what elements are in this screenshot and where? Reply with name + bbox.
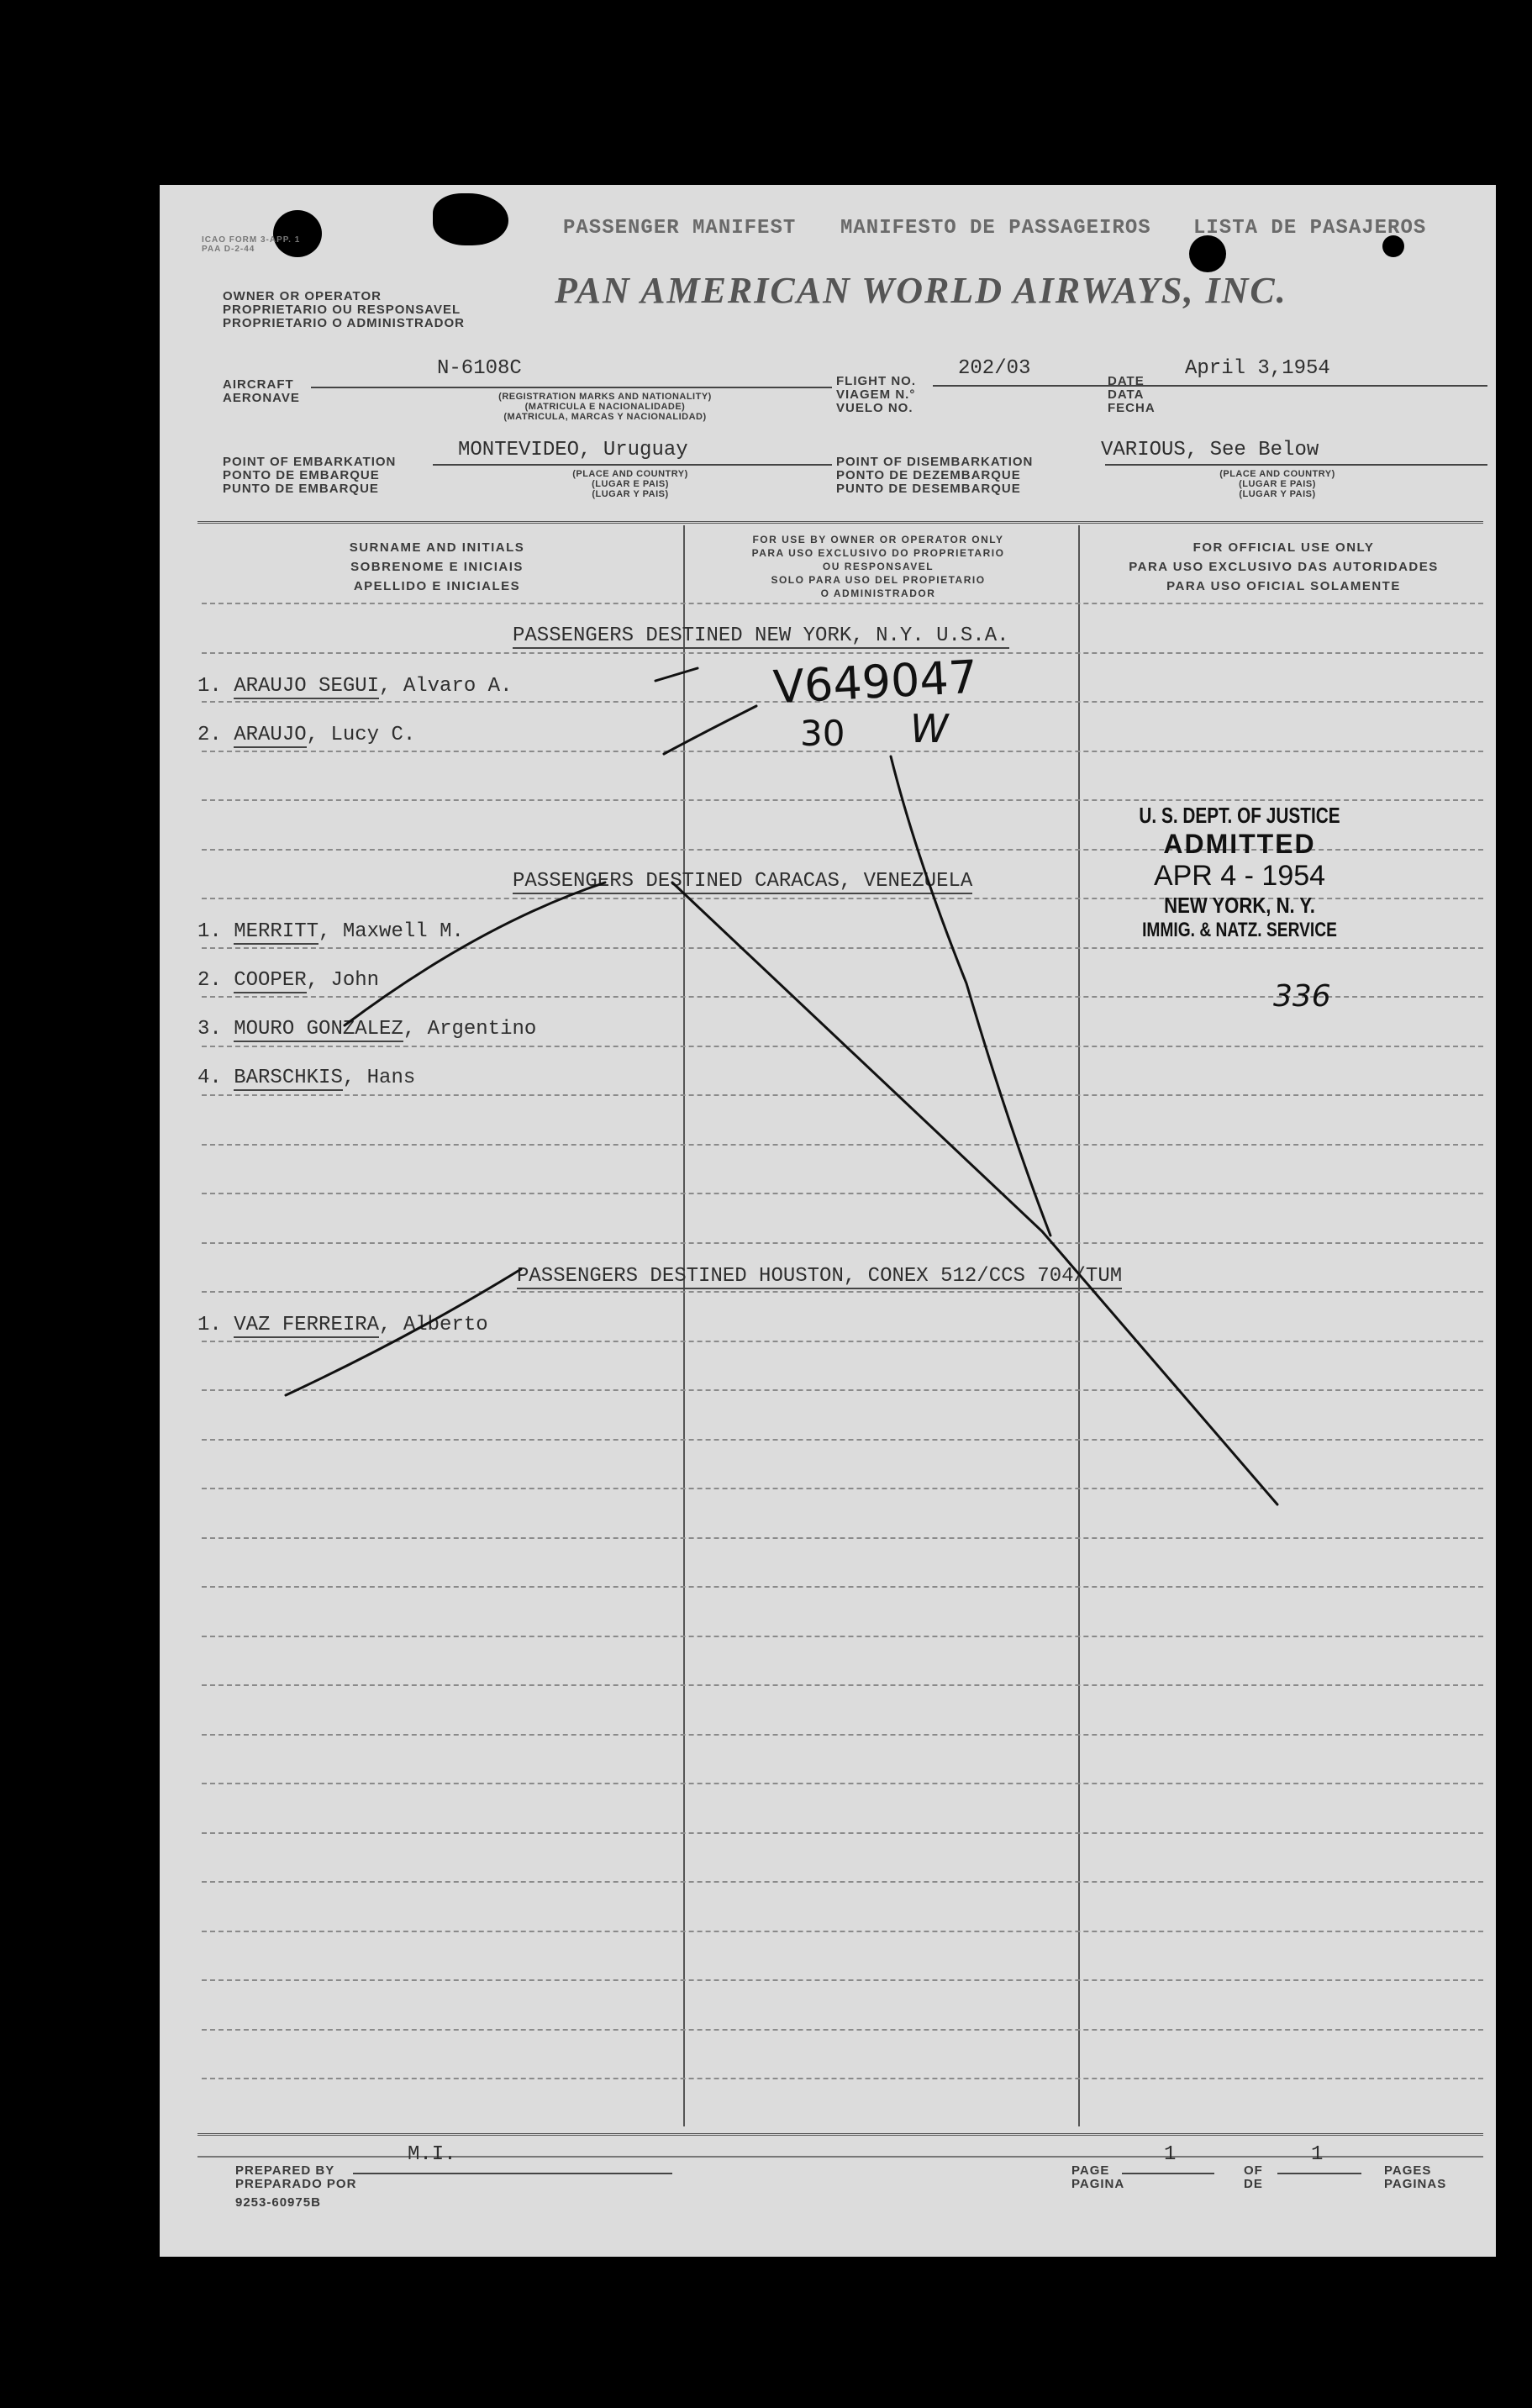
date-label: DATE DATA FECHA (1108, 374, 1156, 415)
title-english: PASSENGER MANIFEST (563, 217, 797, 240)
prepared-by-label: PREPARED BY PREPARADO POR 9253-60975B (235, 2163, 357, 2210)
group-heading-new-york: PASSENGERS DESTINED NEW YORK, N.Y. U.S.A. (513, 624, 1009, 647)
passenger-row: 1. MERRITT, Maxwell M. (197, 920, 464, 943)
title-spanish: LISTA DE PASAJEROS (1193, 217, 1427, 240)
group-heading-houston: PASSENGERS DESTINED HOUSTON, CONEX 512/CCS 704/TUM (517, 1265, 1123, 1288)
embarkation-label: POINT OF EMBARKATION PONTO DE EMBARQUE PUNTO DE EMBARQUE (223, 455, 397, 496)
of-line (1277, 2173, 1361, 2174)
of-value: 1 (1311, 2143, 1324, 2166)
manifest-sheet (160, 185, 1496, 2257)
pen-stroke (664, 706, 756, 754)
pen-stroke (655, 668, 698, 681)
footer-rule (197, 2156, 1483, 2158)
column-header-official-use: FOR OFFICIAL USE ONLY PARA USO EXCLUSIVO DAS AUTORIDADES PARA USO OFICIAL SOLAMENTE (1129, 540, 1439, 593)
prepared-by-value: M.I. (408, 2143, 456, 2166)
flight-no-value: 202/03 (958, 357, 1031, 380)
form-approval-note: ICAO FORM 3-APP. 1 PAA D-2-44 (202, 235, 301, 254)
pen-stroke (672, 883, 1277, 1504)
title-portuguese: MANIFESTO DE PASSAGEIROS (840, 217, 1151, 240)
disembarkation-label: POINT OF DISEMBARKATION PONTO DE DEZEMBARQUE PUNTO DE DESEMBARQUE (836, 455, 1034, 496)
handwritten-page-count: 336 (1273, 979, 1331, 1014)
pen-stroke (286, 1269, 521, 1395)
flight-no-label: FLIGHT NO. VIAGEM N.° VUELO NO. (836, 374, 916, 415)
column-header-owner-use: FOR USE BY OWNER OR OPERATOR ONLY PARA USO EXCLUSIVO DO PROPRIETARIO OU RESPONSAVEL SOLO PARA USO DEL PROPIETARIO O ADMINISTRADOR (751, 534, 1005, 599)
handwritten-count: 30 (800, 713, 845, 754)
page-line (1122, 2173, 1214, 2174)
page-value: 1 (1164, 2143, 1177, 2166)
passenger-row: 1. ARAUJO SEGUI, Alvaro A. (197, 675, 513, 698)
passenger-row: 1. VAZ FERREIRA, Alberto (197, 1314, 488, 1336)
passenger-row: 4. BARSCHKIS, Hans (197, 1067, 416, 1089)
owner-operator-label: OWNER OR OPERATOR PROPRIETARIO OU RESPONSAVEL PROPRIETARIO O ADMINISTRADOR (223, 289, 466, 330)
aircraft-value: N-6108C (437, 357, 522, 380)
date-value: April 3,1954 (1185, 357, 1330, 380)
aircraft-sublabel: (REGISTRATION MARKS AND NATIONALITY) (MATRICULA E NACIONALIDADE) (MATRICULA, MARCAS Y NACIONALIDAD) (498, 392, 712, 422)
embarkation-value: MONTEVIDEO, Uruguay (458, 439, 688, 461)
passenger-row: 2. COOPER, John (197, 969, 380, 992)
group-heading-caracas: PASSENGERS DESTINED CARACAS, VENEZUELA (513, 870, 973, 893)
aircraft-label: AIRCRAFT AERONAVE (223, 377, 300, 405)
handwritten-visa-number: V649047 (771, 650, 979, 714)
pen-strokes (160, 185, 1496, 2257)
operator-name: PAN AMERICAN WORLD AIRWAYS, INC. (555, 270, 1287, 311)
passenger-row: 2. ARAUJO, Lucy C. (197, 724, 416, 746)
prepared-by-line (353, 2173, 672, 2174)
of-label: OF DE (1244, 2163, 1263, 2191)
table-bottom-rule (197, 2133, 1483, 2139)
passenger-row: 3. MOURO GONZALEZ, Argentino (197, 1018, 537, 1041)
disembarkation-sublabel: (PLACE AND COUNTRY) (LUGAR E PAIS) (LUGAR Y PAIS) (1219, 469, 1335, 499)
pen-stroke (345, 883, 605, 1025)
disembarkation-value: VARIOUS, See Below (1101, 439, 1319, 461)
handwritten-initials: W (910, 706, 949, 751)
page-label: PAGE PAGINA (1071, 2163, 1125, 2191)
immigration-admitted-stamp: U. S. DEPT. OF JUSTICE ADMITTED APR 4 - 1954 NEW YORK, N. Y. IMMIG. & NATZ. SERVICE (1139, 803, 1340, 941)
pages-label: PAGES PAGINAS (1384, 2163, 1447, 2191)
column-header-names: SURNAME AND INITIALS SOBRENOME E INICIAIS APELLIDO E INICIALES (349, 540, 525, 593)
embarkation-sublabel: (PLACE AND COUNTRY) (LUGAR E PAIS) (LUGAR Y PAIS) (572, 469, 688, 499)
